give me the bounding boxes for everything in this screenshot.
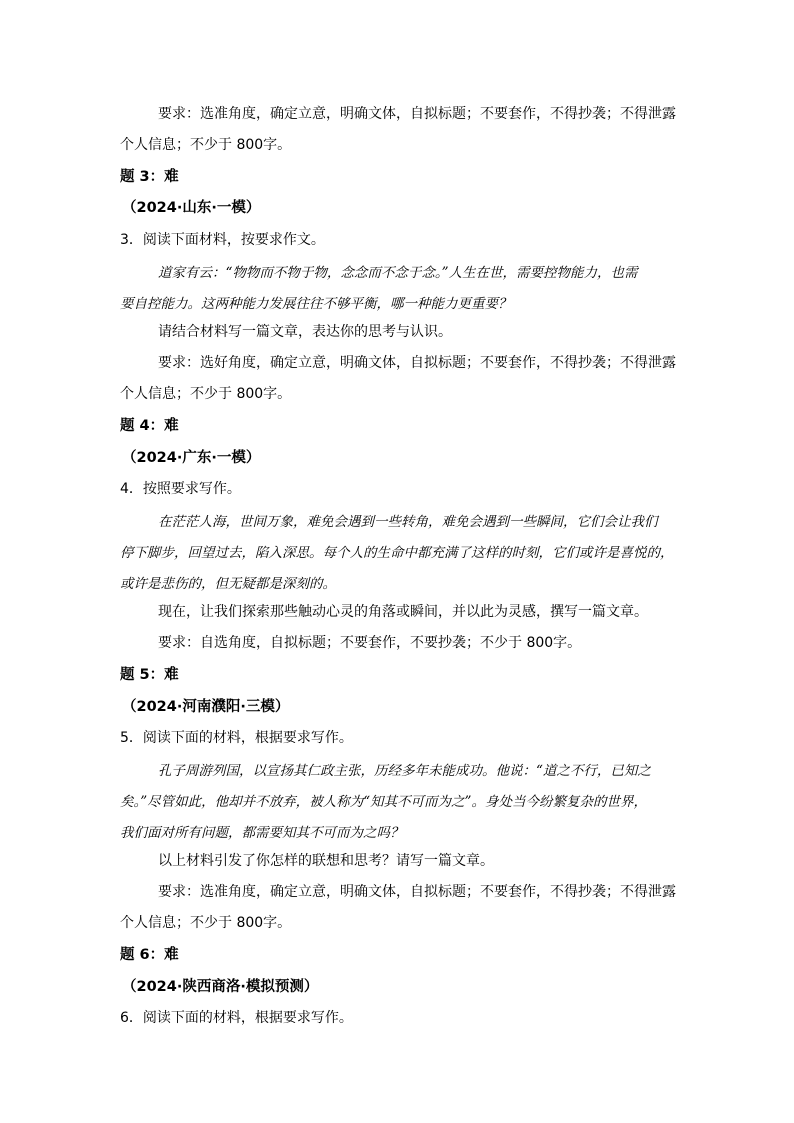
question-5-requirement: 要求：选准角度，确定立意，明确文体，自拟标题；不要套作，不得抄袭；不得泄露 <box>158 884 676 900</box>
question-4-source: （2024·广东·一模） <box>122 450 261 466</box>
question-5-heading: 题 5：难 <box>120 667 179 683</box>
question-4-material-line: 在茫茫人海，世间万象，难免会遇到一些转角，难免会遇到一些瞬间，它们会让我们 <box>158 514 658 530</box>
question-3-material-line: 道家有云：“物物而不物于物，念念而不念于念。”人生在世，需要控物能力，也需 <box>158 265 638 281</box>
question-6-heading: 题 6：难 <box>120 947 179 963</box>
question-4-material-line: 或许是悲伤的，但无疑都是深刻的。 <box>120 576 336 592</box>
question-6-source: （2024·陕西商洛·模拟预测） <box>122 979 319 995</box>
question-3-prompt: 3．阅读下面材料，按要求作文。 <box>120 232 325 248</box>
requirement-line: 要求：选准角度，确定立意，明确文体，自拟标题；不要套作，不得抄袭；不得泄露 <box>158 106 676 122</box>
question-5-source: （2024·河南濮阳·三模） <box>122 699 290 715</box>
question-4-requirement: 要求：自选角度，自拟标题；不要套作，不要抄袭；不少于 800字。 <box>158 635 582 651</box>
question-4-prompt: 4．按照要求写作。 <box>120 481 241 497</box>
question-3-material-line: 要自控能力。这两种能力发展往往不够平衡，哪一种能力更重要？ <box>120 296 512 312</box>
question-4-heading: 题 4：难 <box>120 418 179 434</box>
question-4-task: 现在，让我们探索那些触动心灵的角落或瞬间，并以此为灵感，撰写一篇文章。 <box>158 604 648 620</box>
question-6-prompt: 6．阅读下面的材料，根据要求写作。 <box>120 1010 353 1026</box>
question-5-task: 以上材料引发了你怎样的联想和思考？请写一篇文章。 <box>158 853 494 869</box>
question-4-material-line: 停下脚步，回望过去，陷入深思。每个人的生命中都充满了这样的时刻，它们或许是喜悦的， <box>120 545 674 561</box>
question-3-requirement: 要求：选好角度，确定立意，明确文体，自拟标题；不要套作，不得抄袭；不得泄露 <box>158 355 676 371</box>
question-5-material-line: 矣。”尽管如此，他却并不放弃，被人称为“知其不可而为之”。身处当今纷繁复杂的世界， <box>120 794 647 810</box>
question-5-material-line: 我们面对所有问题，都需要知其不可而为之吗？ <box>120 825 404 841</box>
question-5-material-line: 孔子周游列国，以宣扬其仁政主张，历经多年未能成功。他说：“道之不行，已知之 <box>158 763 651 779</box>
question-5-prompt: 5．阅读下面的材料，根据要求写作。 <box>120 730 353 746</box>
question-3-heading: 题 3：难 <box>120 169 179 185</box>
question-3-source: （2024·山东·一模） <box>122 200 261 216</box>
question-5-requirement-cont: 个人信息；不少于 800字。 <box>120 915 292 931</box>
question-3-requirement-cont: 个人信息；不少于 800字。 <box>120 386 292 402</box>
question-3-task: 请结合材料写一篇文章，表达你的思考与认识。 <box>158 324 452 340</box>
requirement-line-cont: 个人信息；不少于 800字。 <box>120 137 292 153</box>
